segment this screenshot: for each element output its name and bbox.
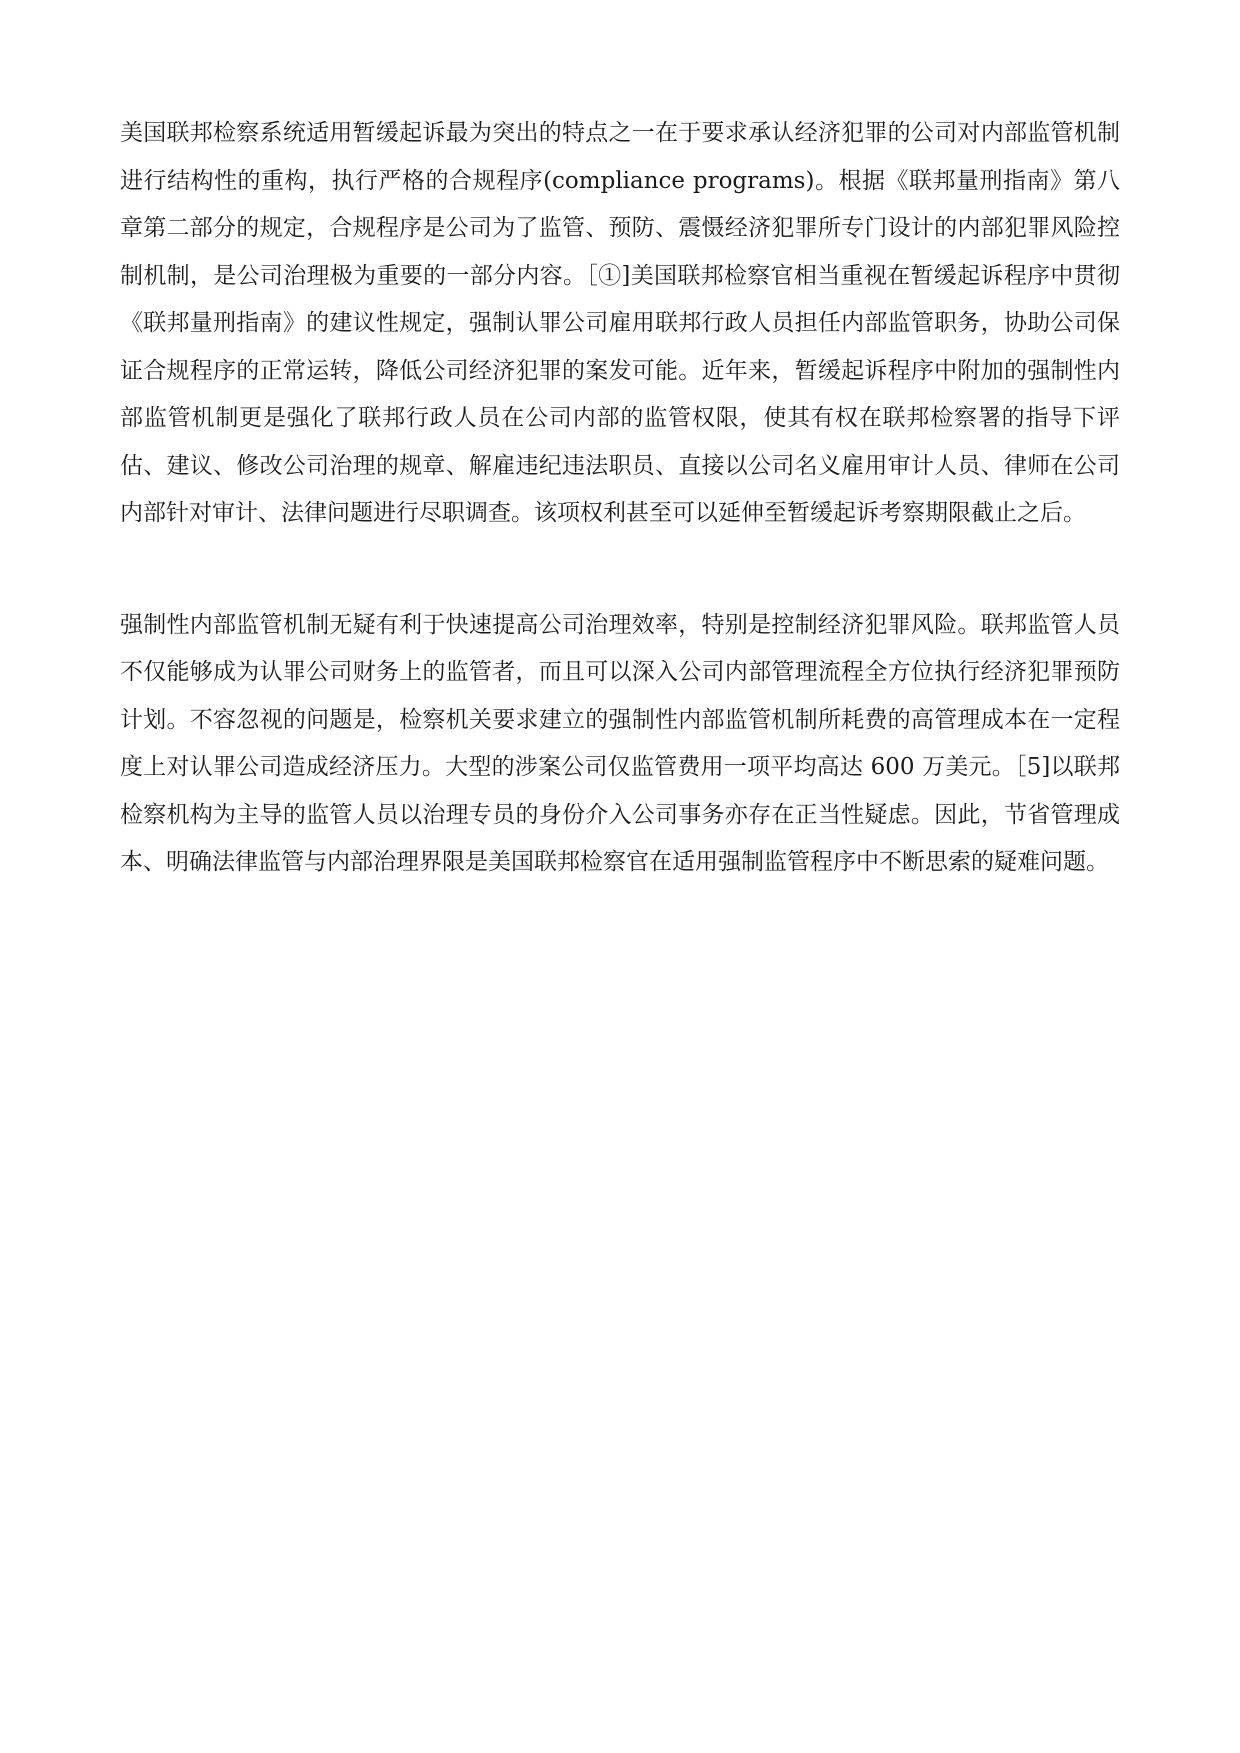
paragraph-deferred-prosecution-compliance: 美国联邦检察系统适用暂缓起诉最为突出的特点之一在于要求承认经济犯罪的公司对内部监管机制进行结构性的重构，执行严格的合规程序(compliance programs)。根据《联邦量刑指南》第八章第二部分的规定，合规程序是公司为了监管、预防、震慑经济犯罪所专门设计的内部犯罪风险控制机制，是公司治理极为重要的一部分内容。［①]美国联邦检察官相当重视在暂缓起诉程序中贯彻《联邦量刑指南》的建议性规定，强制认罪公司雇用联邦行政人员担任内部监管职务，协助公司保证合规程序的正常运转，降低公司经济犯罪的案发可能。近年来，暂缓起诉程序中附加的强制性内部监管机制更是强化了联邦行政人员在公司内部的监管权限，使其有权在联邦检察署的指导下评估、建议、修改公司治理的规章、解雇违纪违法职员、直接以公司名义雇用审计人员、律师在公司内部针对审计、法律问题进行尽职调查。该项权利甚至可以延伸至暂缓起诉考察期限截止之后。 (120, 120, 1120, 526)
document-page (120, 110, 1120, 887)
paragraph-monitorship-costs: 强制性内部监管机制无疑有利于快速提高公司治理效率，特别是控制经济犯罪风险。联邦监管人员不仅能够成为认罪公司财务上的监管者，而且可以深入公司内部管理流程全方位执行经济犯罪预防计划。不容忽视的问题是，检察机关要求建立的强制性内部监管机制所耗费的高管理成本在一定程度上对认罪公司造成经济压力。大型的涉案公司仅监管费用一项平均高达 600 万美元。［5]以联邦检察机构为主导的监管人员以治理专员的身份介入公司事务亦存在正当性疑虑。因此，节省管理成本、明确法律监管与内部治理界限是美国联邦检察官在适用强制监管程序中不断思索的疑难问题。 (120, 611, 1120, 875)
